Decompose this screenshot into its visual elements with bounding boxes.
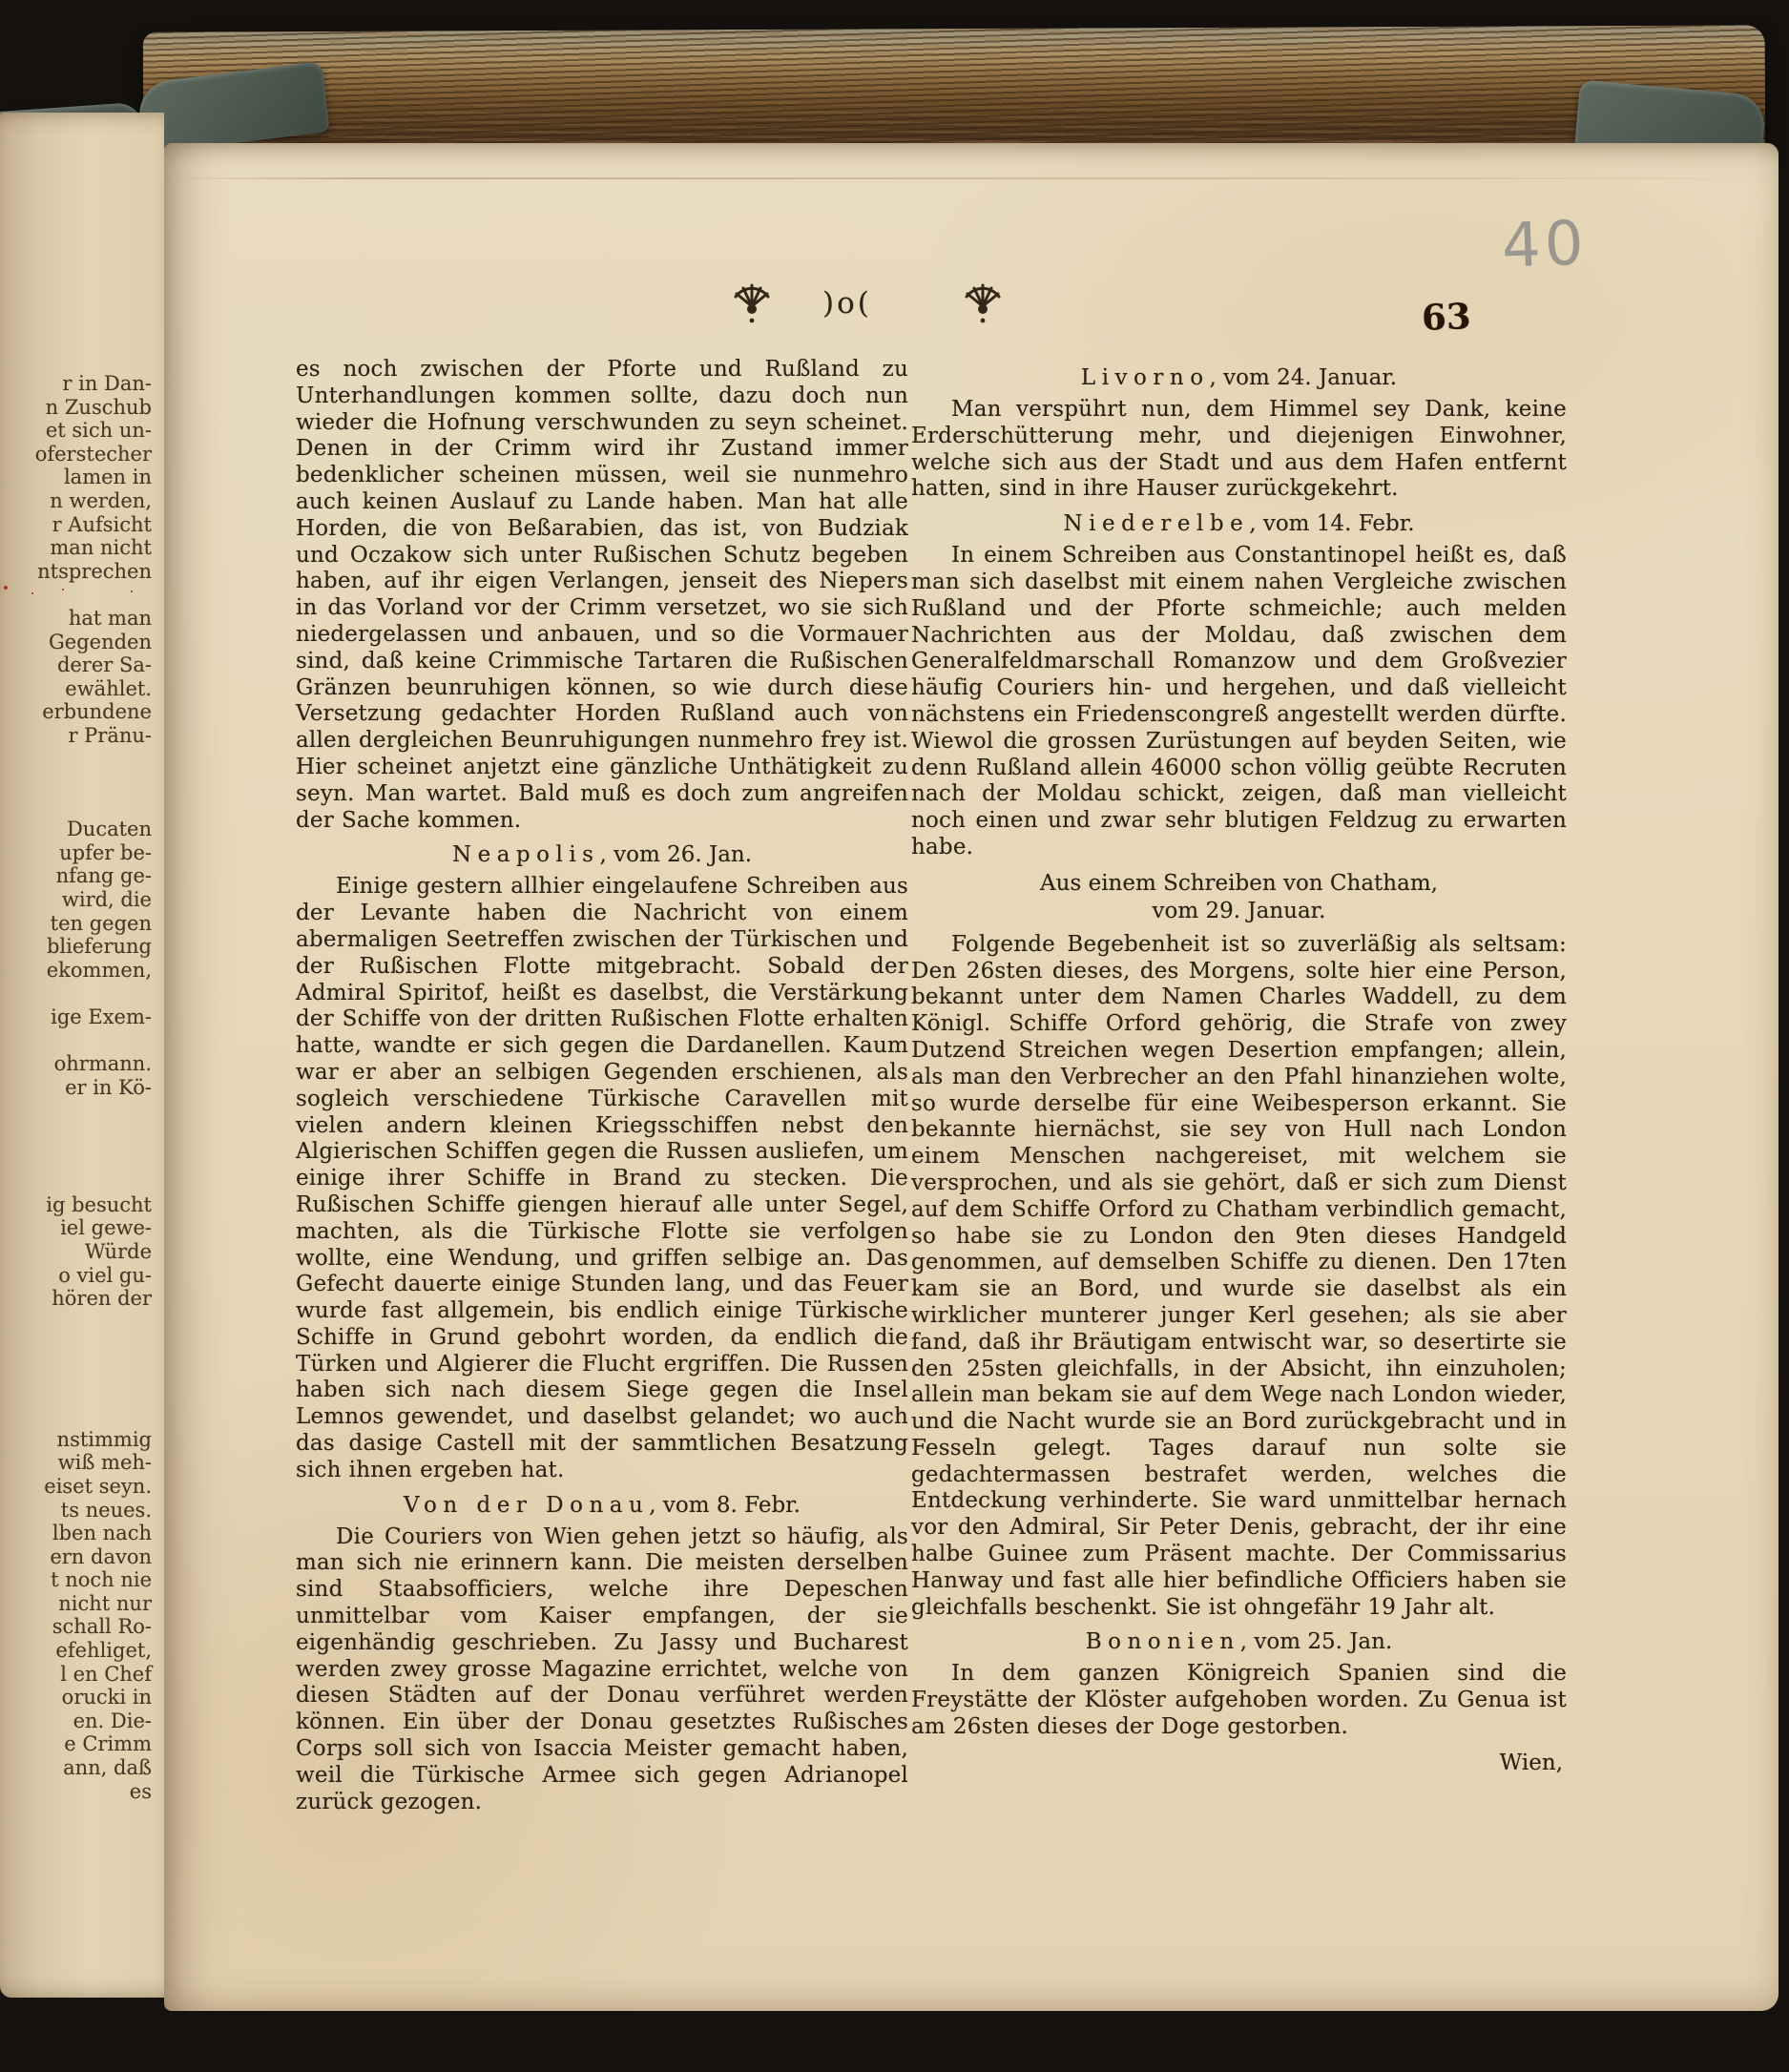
dateline-place: Von der Donau <box>404 1492 650 1518</box>
fragment-gap <box>0 1170 164 1193</box>
fragment-line: ten gegen <box>50 911 152 935</box>
header-ornament-mark: )o( <box>822 286 872 321</box>
news-paragraph: Einige gestern allhier eingelaufene Schreiben aus der Levante haben die Nachricht von einem abermaligen Seetreffen zwischen der Türkischen und der Rußischen Flotte mitgebracht. Sobald der Admiral Spiritof, heißt es daselbst, die Verstärkung der Schiffe von der dritten Rußischen Flotte erhalten hatte, wandte er sich gegen die Dardanellen. Kaum war er aber an selbigen Gegenden erschienen, als sogleich verschiedene Türkische Caravellen mit vielen andern kleinen Kriegsschiffen nebst den Algierischen Schiffen gegen die Russen ausliefen, um einige ihrer Schiffe in Brand zu stecken. Die Rußischen Schiffe giengen hierauf alle unter Segel, machten, als die Türkische Flotte sie verfolgen wollte, eine Wendung, und griffen selbige an. Das Gefecht dauerte einige Stunden lang, und das Feuer wurde fast allgemein, bis endlich einige Türkische Schiffe in Grund gebohrt worden, da endlich die Türken und Algierer die Flucht ergriffen. Die Russen haben sich nach diesem Siege gegen die Insel Lemnos gewendet, und daselbst gelandet; wo auch das dasige Castell mit der sammtlichen Besatzung sich ihnen ergeben hat. <box>296 874 908 1482</box>
news-section-heading: Neapolis, vom 26. Jan. <box>451 842 753 868</box>
left-page-fragments <box>0 113 164 1803</box>
fragment-line: en. Die- <box>73 1709 152 1732</box>
fragment-gap <box>0 1311 164 1335</box>
fragment-line: ern davon <box>50 1544 152 1568</box>
fragment-gap <box>0 1123 164 1147</box>
fragment-line: ntsprechen <box>37 559 152 583</box>
fragment-line: wiß meh- <box>57 1451 152 1475</box>
fragment-line: hat man <box>68 606 152 630</box>
fragment-gap <box>0 982 164 1005</box>
fragment-line: Gegenden <box>49 630 152 653</box>
news-column-right <box>911 357 1567 1775</box>
news-column-left <box>296 357 908 1817</box>
dateline-place: Bononien <box>1085 1629 1240 1655</box>
fragment-line: n Zuschub <box>45 395 152 419</box>
fragment-line: lamen in <box>63 466 152 489</box>
fragment-line: er in Kö- <box>65 1075 152 1099</box>
fragment-gap <box>0 795 164 818</box>
fragment-line: o viel gu- <box>58 1263 152 1287</box>
fragment-line: r Aufsicht <box>52 512 152 536</box>
fragment-line: eiset seyn. <box>44 1474 152 1498</box>
fragment-gap <box>0 1147 164 1171</box>
fragment-gap <box>0 1334 164 1357</box>
fragment-line: et sich un- <box>45 419 152 443</box>
fragment-line: r Pränu- <box>68 723 152 747</box>
news-paragraph: In dem ganzen Königreich Spanien sind die Freystätte der Klöster aufgehoben worden. Zu Genua ist am 26sten dieses der Doge gestorben. <box>911 1661 1567 1740</box>
fragment-gap <box>0 1357 164 1381</box>
dateline-place: Livorno <box>1080 365 1210 390</box>
news-paragraph: Man verspührt nun, dem Himmel sey Dank, keine Erderschütterung mehr, und diejenigen Einwohner, welche sich aus der Stadt und aus dem Hafen entfernt hatten, sind in ihre Hauser zurückgekehrt. <box>911 397 1567 502</box>
fragment-line: lben nach <box>52 1522 152 1545</box>
news-paragraph: Die Couriers von Wien gehen jetzt so häufig, als man sich nie erinnern kann. Die meisten derselben sind Staabsofficiers, welche ihre Depeschen unmittelbar vom Kaiser empfangen, der sie eigenhändig geschrieben. Zu Jassy und Bucharest werden zwey grosse Magazine errichtet, welche von diesen Städten auf der Donau verführet werden können. Ein über der Donau gesetztes Rußisches Corps soll sich von Isaccia Meister gemacht haben, weil die Türkische Armee sich gegen Adrianopel zurück gezogen. <box>296 1523 908 1814</box>
fragment-line: ann, daß <box>63 1756 152 1780</box>
fragment-line: nfang ge- <box>55 864 152 888</box>
fragment-line: ekommen, <box>46 958 152 982</box>
fleuron-ornament-icon <box>733 280 771 324</box>
fragment-line: ig besucht <box>46 1192 152 1216</box>
fragment-line: efehliget, <box>55 1639 152 1663</box>
news-section-heading: Bononien, vom 25. Jan. <box>1085 1629 1393 1655</box>
fragment-line: man nicht <box>50 536 152 560</box>
fragment-line: nstimmig <box>56 1427 152 1451</box>
edge-speckles <box>4 586 8 590</box>
fragment-gap <box>0 748 164 772</box>
fragment-gap <box>0 1029 164 1053</box>
fragment-line: l en Chef <box>60 1662 152 1686</box>
fragment-line: r in Dan- <box>62 372 152 395</box>
page-crease <box>164 177 1779 179</box>
news-section-heading: Livorno, vom 24. Januar. <box>1080 365 1398 390</box>
fragment-gap <box>0 771 164 795</box>
fragment-line: iel gewe- <box>60 1216 152 1240</box>
dateline-place: Neapolis <box>451 842 600 868</box>
fragment-gap <box>0 1404 164 1428</box>
news-paragraph: es noch zwischen der Pforte und Rußland zu Unterhandlungen kommen sollte, dazu doch nun wieder die Hofnung verschwunden zu seyn scheinet. Denen in der Crimm wird ihr Zustand immer bedenklicher scheinen müssen, weil sie nunmehro auch keinen Auslauf zu Lande haben. Man hat alle Horden, die von Beßarabien, das ist, von Budziak und Oczakow sich unter Rußischen Schutz begeben haben, auf ihr eigen Verlangen, jenseit des Niepers in das Vorland vor der Crimm versetzet, wo sie sich niedergelassen und anbauen, und so die Vormauer sind, daß keine Crimmische Tartaren die Rußischen Gränzen beunruhigen können, so wie durch diese Versetzung gedachter Horden Rußland auch von allen dergleichen Beunruhigungen nunmehro frey ist. Hier scheinet anjetzt eine gänzliche Unthätigkeit zu seyn. Man wartet. Bald muß es doch zum angreifen der Sache kommen. <box>296 357 908 833</box>
fragment-line: Ducaten <box>66 818 152 841</box>
fragment-line: t noch nie <box>51 1568 152 1592</box>
fragment-line: ige Exem- <box>51 1005 152 1029</box>
fragment-line: oferstecher <box>34 442 152 466</box>
fragment-line: blieferung <box>46 935 152 959</box>
news-paragraph: Folgende Begebenheit ist so zuverläßig als seltsam: Den 26sten dieses, des Morgens, solte hier eine Person, bekannt unter dem Namen Charles Waddell, zu dem Königl. Schiffe Orford gehörig, die Strafe von zwey Dutzend Streichen wegen Desertion empfangen; allein, als man den Verbrecher an den Pfahl hinanziehen wolte, so wurde derselbe für eine Weibesperson erkannt. Sie bekannte hiernächst, sie sey von Hull nach London einem Menschen nachgereiset, mit welchem sie versprochen, und als sie gehört, daß er sich zum Dienst auf dem Schiffe Orford zu Chatham verbindlich gemacht, so habe sie zu London den 9ten dieses Handgeld genommen, auf demselben Schiffe zu dienen. Den 17ten kam sie an Bord, und wurde sie daselbst als ein wirklicher munterer junger Kerl gesehen; als sie aber fand, daß ihr Bräutigam entwischt war, so desertirte sie den 25sten gleichfalls, in der Absicht, ihn einzuholen; allein man bekam sie auf dem Wege nach London wieder, und die Nacht wurde sie an Bord zurückgebracht und in Fesseln gelegt. Tages darauf nun solte sie gedachtermassen bestrafet werden, welches die Entdeckung verhinderte. Sie ward unmittelbar hernach vor den Admiral, Sir Peter Denis, gebracht, der ihr eine halbe Guinee zum Präsent machte. Der Commissarius Hanway und fast alle hier befindliche Officiers haben sie gleichfalls beschenkt. Sie ist ohngefähr 19 Jahr alt. <box>911 931 1567 1620</box>
fragment-line: es <box>129 1779 152 1803</box>
fleuron-ornament-icon <box>964 280 1002 324</box>
fragment-line: ts neues. <box>60 1498 152 1522</box>
fragment-line: e Crimm <box>64 1732 152 1756</box>
previous-page-edge <box>0 113 164 1998</box>
fragment-gap <box>0 1099 164 1123</box>
fragment-line: hören der <box>52 1287 152 1311</box>
fragment-gap <box>0 1381 164 1405</box>
fragment-line: erbundene <box>42 700 152 724</box>
fragment-line: nicht nur <box>58 1591 152 1615</box>
fragment-line: schall Ro- <box>52 1615 152 1639</box>
news-section-heading: Von der Donau, vom 8. Febr. <box>404 1492 801 1518</box>
news-section-heading: Niederelbe, vom 14. Febr. <box>1063 511 1415 537</box>
fragment-line: upfer be- <box>59 840 152 864</box>
archive-stamp-number: 40 <box>1500 208 1589 282</box>
journal-page <box>164 143 1779 2011</box>
fragment-line: Würde <box>84 1239 152 1263</box>
fragment-line: ewählet. <box>65 676 152 700</box>
fragment-line: orucki in <box>61 1686 152 1709</box>
fragment-line: ohrmann. <box>53 1052 152 1076</box>
fragment-line: derer Sa- <box>56 653 152 677</box>
news-paragraph: In einem Schreiben aus Constantinopel heißt es, daß man sich daselbst mit einem nahen Vergleiche zwischen Rußland und der Pforte schmeichle; auch melden Nachrichten aus der Moldau, daß zwischen dem Generalfeldmarschall Romanzow und dem Großvezier häufig Couriers hin- und hergehen, und daß vielleicht nächstens ein Friedenscongreß angestellt werden dürfte. Wiewol die grossen Zurüstungen auf beyden Seiten, wie denn Rußland allein 46000 schon völlig geübte Recruten nach der Moldau schickt, zeigen, daß man vielleicht noch einen und zwar sehr blutigen Feldzug zu erwarten habe. <box>911 543 1567 860</box>
fragment-line: wird, die <box>61 888 152 912</box>
fragment-line: n werden, <box>50 488 152 512</box>
fragment-gap <box>0 583 164 607</box>
catchword: Wien, <box>1499 1750 1563 1775</box>
news-section-heading: Aus einem Schreiben von Chatham, vom 29. Januar. <box>1040 870 1438 923</box>
dateline-place: Niederelbe <box>1063 511 1250 537</box>
page-number: 63 <box>1421 295 1472 339</box>
